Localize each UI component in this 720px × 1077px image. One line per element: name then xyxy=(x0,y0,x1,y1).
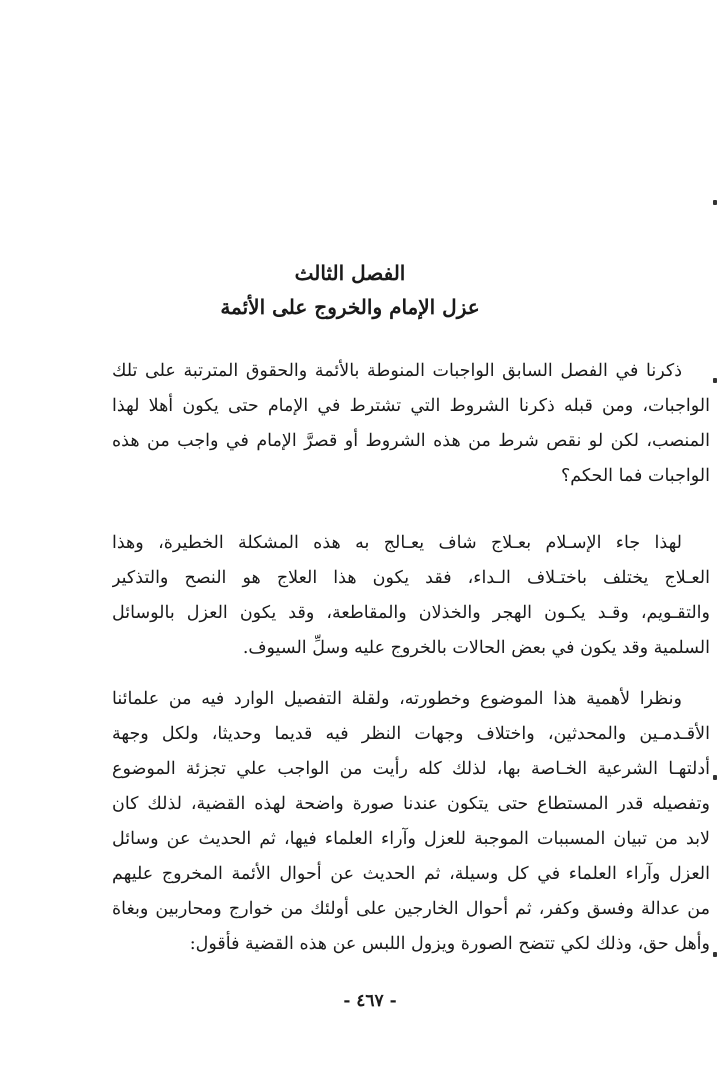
paragraph-line: والتقـويم، وقـد يكـون الهجر والخذلان والمقاطعة، وقد يكون العزل بالوسائل xyxy=(112,603,710,623)
page-number: - ٤٦٧ - xyxy=(343,991,397,1011)
scan-edge-mark xyxy=(713,775,717,780)
paragraph-line: ذكرنا في الفصل السابق الواجبات المنوطة بالأئمة والحقوق المترتبة على تلك xyxy=(112,361,682,381)
scan-edge-mark xyxy=(713,378,717,383)
paragraph-line: وأهل حق، وذلك لكي تتضح الصورة ويزول اللبس عن هذه القضية فأقول: xyxy=(189,934,710,954)
paragraph-line: الأقـدمـين والمحدثين، واختلاف وجهات النظر فيه قديما وحديثا، ولكل وجهة xyxy=(112,724,710,744)
paragraph-line: أدلتهـا الشرعية الخـاصة بها، لذلك كله رأيت من الواجب علي تجزئة الموضوع xyxy=(112,759,710,779)
paragraph-3 xyxy=(112,682,710,962)
chapter-title: عزل الإمام والخروج على الأئمة xyxy=(220,295,480,319)
paragraph-line: لهذا جاء الإسـلام بعـلاج شاف يعـالج به هذه المشكلة الخطيرة، وهذا xyxy=(112,533,682,553)
paragraph-line: المنصب، لكن لو نقص شرط من هذه الشروط أو قصرَّ الإمام في واجب من هذه xyxy=(112,431,710,451)
scan-edge-mark xyxy=(713,952,717,957)
paragraph-line: السلمية وقد يكون في بعض الحالات بالخروج عليه وسلِّ السيوف. xyxy=(242,638,710,658)
scan-edge-mark xyxy=(713,200,717,205)
paragraph-line: العزل وآراء العلماء في كل وسيلة، ثم الحديث عن أحوال الأئمة المخروج عليهم xyxy=(112,864,710,884)
paragraph-line: ونظرا لأهمية هذا الموضوع وخطورته، ولقلة التفصيل الوارد فيه من علمائنا xyxy=(112,689,682,709)
paragraph-2 xyxy=(112,526,710,666)
paragraph-line: من عدالة وفسق وكفر، ثم أحوال الخارجين على أولئك من خوارج ومحاربين وبغاة xyxy=(112,899,710,919)
paragraph-line: الواجبات فما الحكم؟ xyxy=(560,466,710,486)
paragraph-line: العـلاج يختلف باختـلاف الـداء، فقد يكون هذا العلاج هو النصح والتذكير xyxy=(112,568,710,588)
paragraph-line: الواجبات، ومن قبله ذكرنا الشروط التي تشترط في الإمام حتى يكون أهلا لهذا xyxy=(112,396,710,416)
paragraph-1 xyxy=(112,354,710,494)
paragraph-line: لابد من تبيان المسببات الموجبة للعزل وآراء العلماء فيها، ثم الحديث عن وسائل xyxy=(112,829,710,849)
chapter-label: الفصل الثالث xyxy=(294,261,406,285)
paragraph-line: وتفصيله قدر المستطاع حتى يتكون عندنا صورة واضحة لهذه القضية، لذلك كان xyxy=(112,794,710,814)
